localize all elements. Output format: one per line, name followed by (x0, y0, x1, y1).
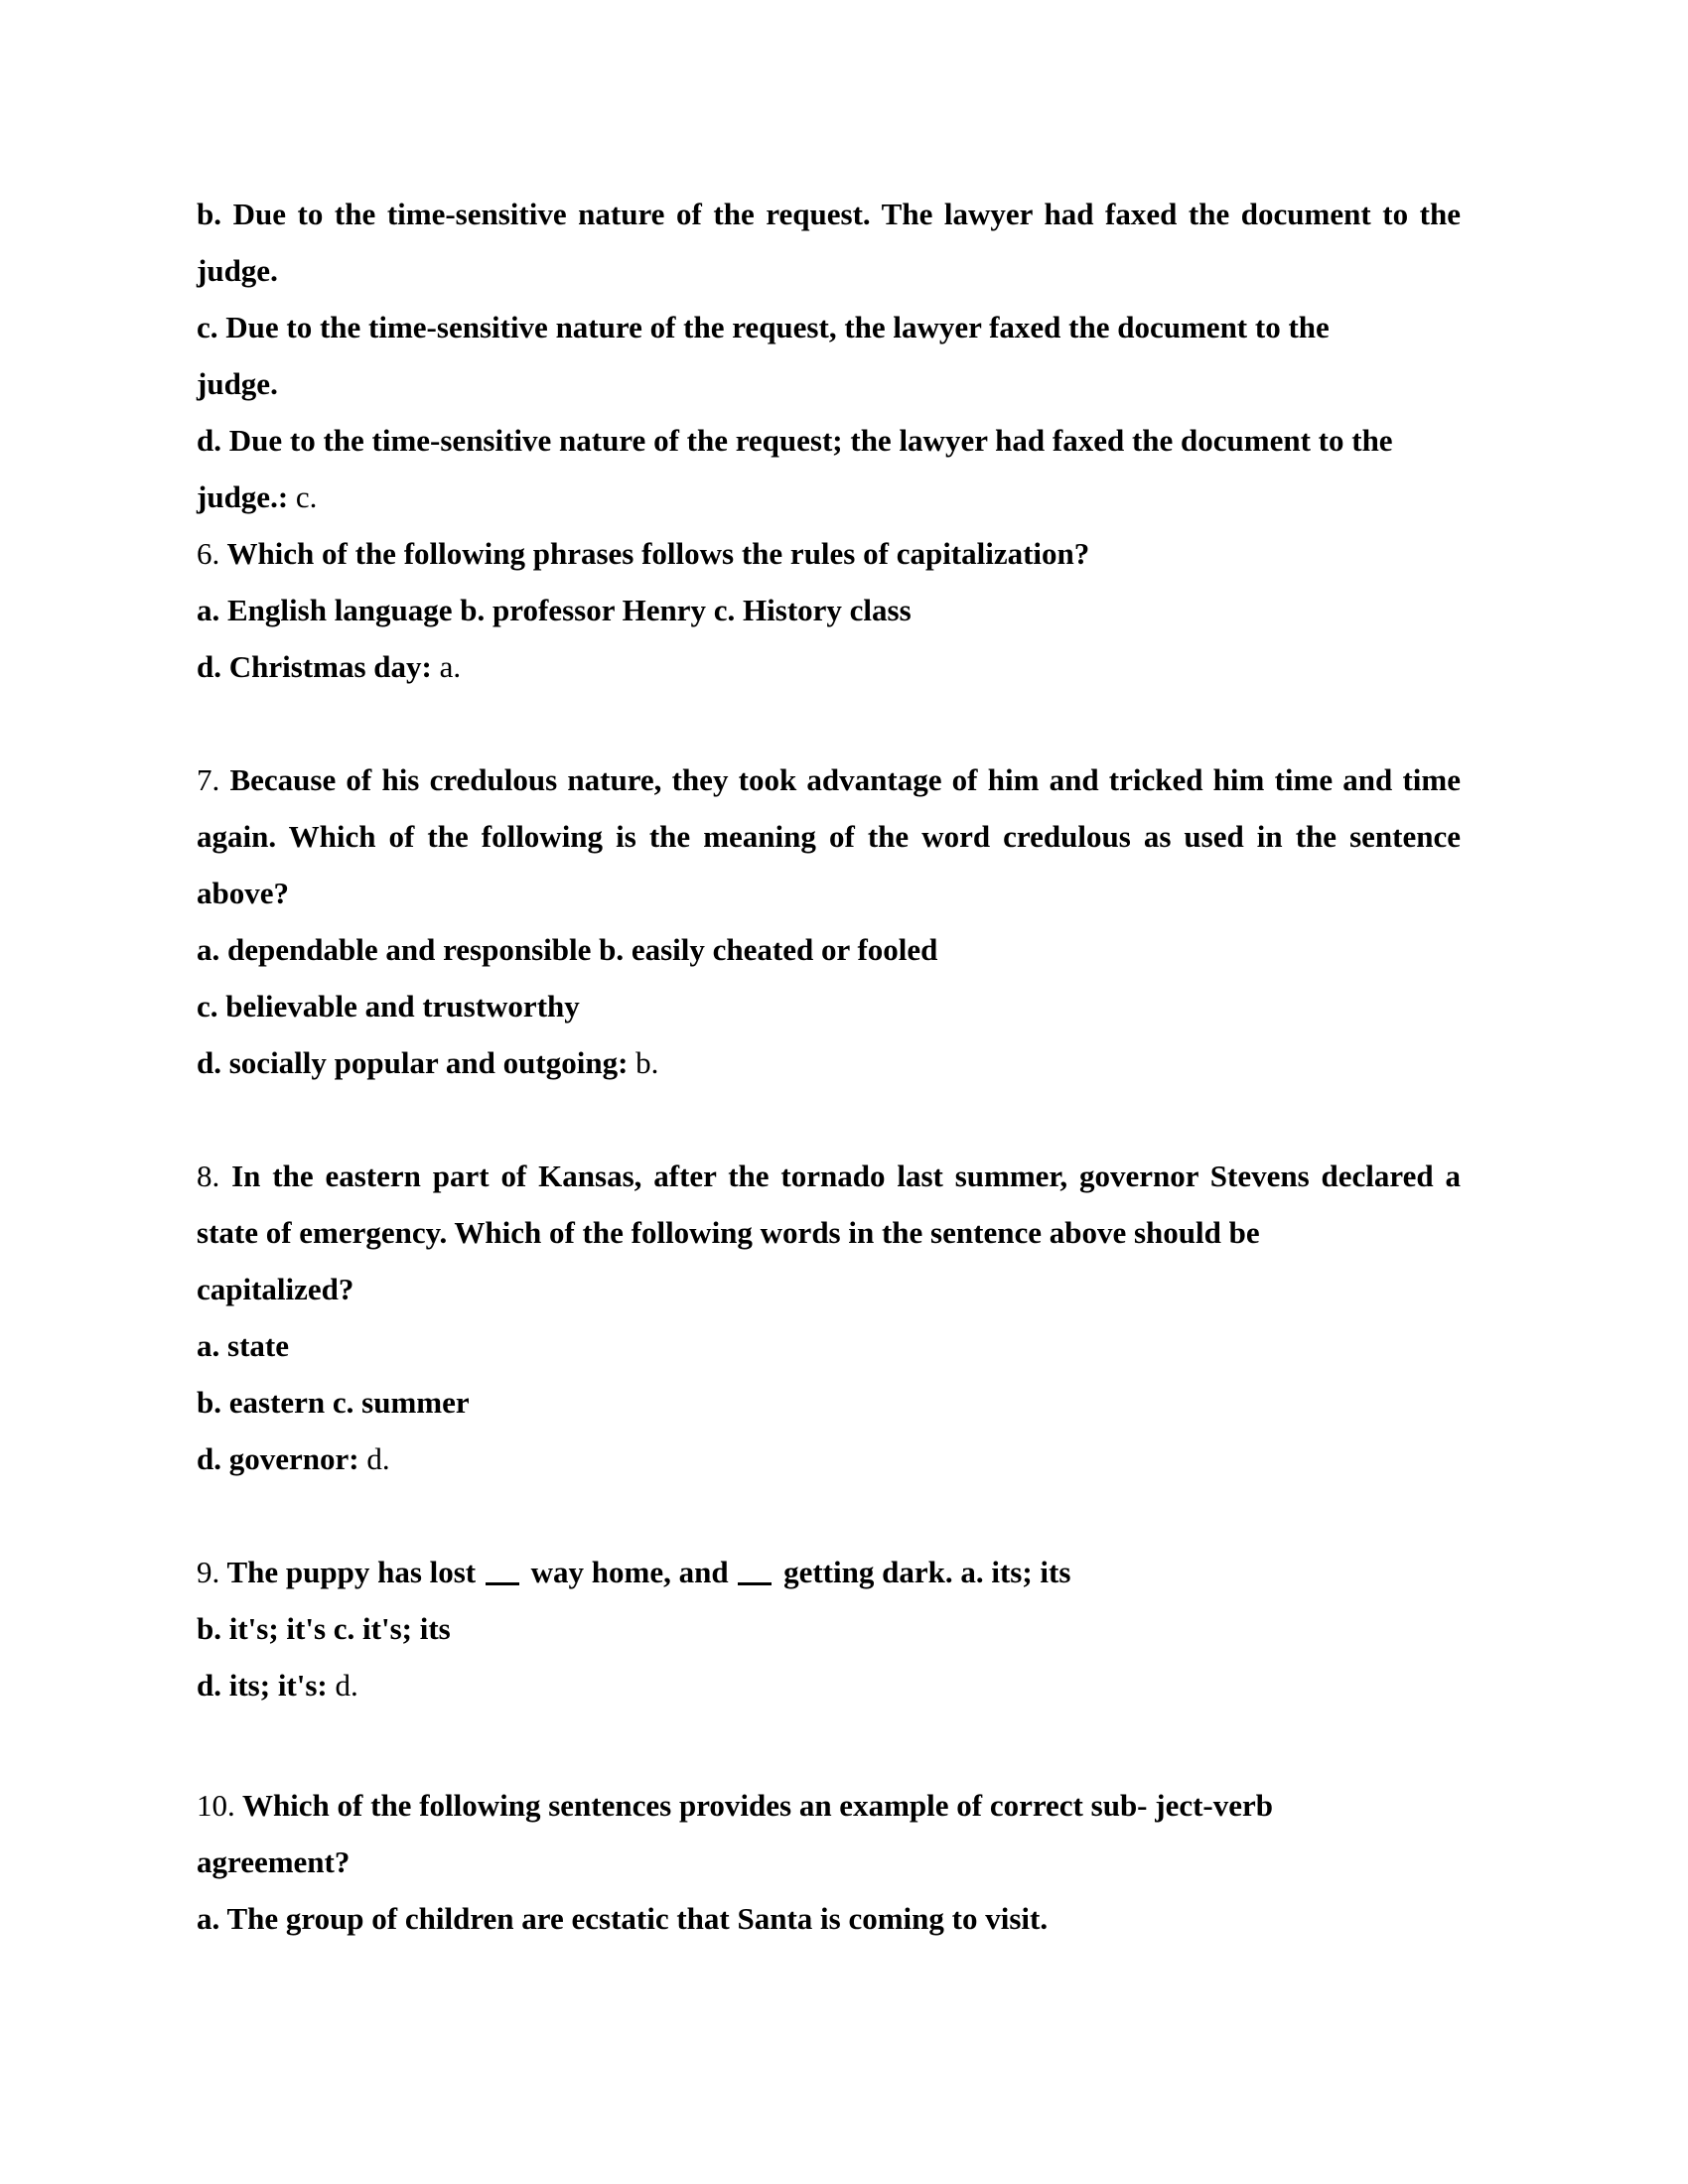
q8-options-line3: d. governor: d. (197, 1441, 390, 1476)
q10-question-line2: agreement? (197, 1844, 351, 1879)
q8-answer: d. (358, 1441, 390, 1476)
q5-option-d-line1: d. Due to the time-sensitive nature of the request; the lawyer had faxed the document to the (197, 423, 1393, 458)
q8-options-line1: a. state (197, 1328, 289, 1363)
q6-options-line2: d. Christmas day: a. (197, 649, 462, 684)
q7-question-line2: again. Which of the following is the meaning of the word credulous as used in the sentence (197, 819, 1461, 854)
q5-option-c-line2: judge. (197, 366, 278, 401)
q8-question-line1: 8. In the eastern part of Kansas, after the tornado last summer, governor Stevens declared a (197, 1159, 1461, 1193)
q7-number: 7. (197, 762, 220, 797)
q5-option-b-line2: judge. (197, 253, 278, 288)
q7-options-line3: d. socially popular and outgoing: b. (197, 1045, 659, 1080)
q6-answer: a. (431, 649, 462, 684)
q5-option-c-line1: c. Due to the time-sensitive nature of the request, the lawyer faxed the document to the (197, 310, 1330, 344)
q9-number: 9. (197, 1555, 220, 1589)
q9-options-line1: b. it's; it's c. it's; its (197, 1611, 451, 1646)
fill-in-blank-1 (486, 1582, 519, 1585)
q7-options-line2: c. believable and trustworthy (197, 989, 580, 1024)
q7-answer: b. (628, 1045, 659, 1080)
q10-question-line1: 10. Which of the following sentences provides an example of correct sub- ject-verb (197, 1788, 1274, 1823)
q9-options-line2: d. its; it's: d. (197, 1668, 358, 1703)
q7-question-line1: 7. Because of his credulous nature, they took advantage of him and tricked him time and time (197, 762, 1461, 797)
q9-answer: d. (327, 1668, 358, 1703)
q8-options-line2: b. eastern c. summer (197, 1385, 470, 1420)
q6-question: 6. Which of the following phrases follows the rules of capitalization? (197, 536, 1090, 571)
q8-question-line2: state of emergency. Which of the following words in the sentence above should be (197, 1215, 1260, 1250)
q10-options-line1: a. The group of children are ecstatic that Santa is coming to visit. (197, 1901, 1049, 1936)
q8-question-line3: capitalized? (197, 1272, 354, 1306)
fill-in-blank-2 (738, 1582, 772, 1585)
q5-answer: c. (288, 479, 318, 514)
q9-question: 9. The puppy has lost way home, and getting dark. a. its; its (197, 1555, 1071, 1589)
q7-options-line1: a. dependable and responsible b. easily cheated or fooled (197, 932, 938, 967)
q7-question-line3: above? (197, 876, 289, 910)
q6-options-line1: a. English language b. professor Henry c. History class (197, 593, 912, 627)
q5-option-b-line1: b. Due to the time-sensitive nature of the request. The lawyer had faxed the document to the (197, 197, 1461, 231)
q6-number: 6. (197, 536, 220, 571)
q8-number: 8. (197, 1159, 220, 1193)
q5-option-d-line2: judge.: c. (197, 479, 318, 514)
q10-number: 10. (197, 1788, 235, 1823)
